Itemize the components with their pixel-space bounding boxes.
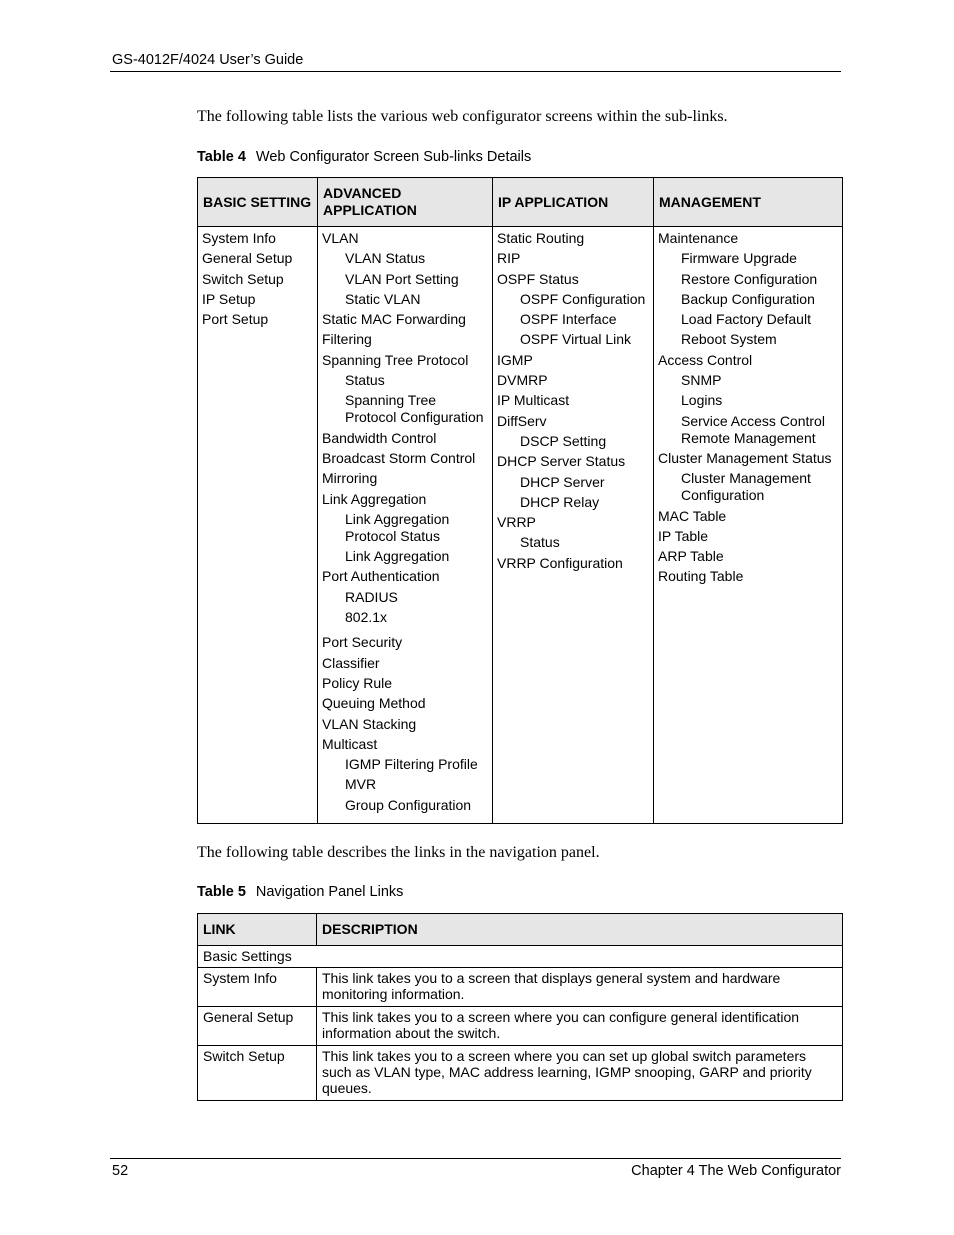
link-item: VRRP [497, 514, 536, 531]
link-name: System Info [198, 968, 317, 1007]
link-item: DiffServ [497, 412, 547, 429]
table-row [198, 968, 843, 1007]
table-row [198, 1046, 843, 1101]
sub-link-item: Status [520, 534, 560, 551]
link-item: VLAN [322, 230, 359, 246]
column-header-advanced-application: ADVANCED APPLICATION [318, 178, 493, 227]
sub-link-item: OSPF Configuration [520, 290, 646, 307]
column-header-ip-application: IP APPLICATION [493, 178, 654, 227]
link-name: General Setup [198, 1007, 317, 1046]
column-header-link: LINK [198, 914, 317, 946]
sub-link-item: Spanning Tree Protocol Configuration [345, 392, 484, 426]
intro-paragraph: The following table lists the various web configurator screens within the sub-links. [197, 108, 728, 125]
table5-title: Navigation Panel Links [255, 884, 404, 900]
sub-link-item: Backup Configuration [681, 290, 815, 307]
table-row [198, 227, 843, 824]
sub-link-item: 802.1x [345, 609, 388, 626]
sub-link-item: Firmware Upgrade [681, 250, 797, 267]
link-item: System Info [202, 230, 276, 246]
sub-link-item: Cluster Management Configuration [681, 470, 811, 504]
link-item: Cluster Management Status [658, 449, 832, 466]
intro-paragraph-2: The following table describes the links in the navigation panel. [197, 844, 600, 861]
table-header-row [198, 178, 843, 227]
link-item: Mirroring [322, 470, 378, 487]
sub-link-item: OSPF Interface [520, 311, 617, 328]
table5-label: Table 5 [197, 884, 246, 900]
link-item: Routing Table [658, 568, 744, 585]
link-item: Access Control [658, 351, 753, 368]
running-header: GS-4012F/4024 User’s Guide [112, 52, 304, 68]
link-item: Switch Setup [202, 270, 284, 287]
link-item: RIP [497, 250, 521, 267]
sub-link-item: DSCP Setting [520, 432, 607, 449]
link-item: Static Routing [497, 230, 585, 246]
link-item: Static MAC Forwarding [322, 311, 466, 328]
section-label: Basic Settings [198, 946, 843, 968]
column-header-description: DESCRIPTION [317, 914, 843, 946]
link-item: IGMP [497, 351, 533, 368]
link-item: MAC Table [658, 507, 727, 524]
link-item: Port Setup [202, 311, 269, 328]
link-item: Link Aggregation [322, 490, 427, 507]
sub-link-item: Link Aggregation [345, 548, 450, 565]
basic-setting-list [198, 227, 318, 824]
link-item: Maintenance [658, 230, 739, 246]
link-item: Bandwidth Control [322, 429, 437, 446]
link-item: DVMRP [497, 372, 548, 389]
table-row [198, 1007, 843, 1046]
sub-link-item: SNMP [681, 372, 722, 389]
footer-rule [110, 1158, 841, 1159]
navigation-links-table [197, 913, 843, 1101]
link-item: Broadcast Storm Control [322, 449, 476, 466]
sub-link-item: Status [345, 372, 385, 389]
sub-link-item: DHCP Relay [520, 493, 600, 510]
sub-link-item: Link Aggregation Protocol Status [345, 510, 450, 544]
table4-label: Table 4 [197, 149, 246, 165]
sub-link-item: VLAN Status [345, 250, 426, 267]
link-item: OSPF Status [497, 270, 579, 287]
column-header-management: MANAGEMENT [654, 178, 843, 227]
sub-link-item: Group Configuration [345, 796, 472, 813]
link-item: DHCP Server Status [497, 453, 626, 470]
section-row [198, 946, 843, 968]
link-item: Queuing Method [322, 695, 426, 712]
link-item: IP Setup [202, 290, 256, 307]
sub-link-item: VLAN Port Setting [345, 270, 459, 287]
sub-link-item: Static VLAN [345, 290, 421, 307]
link-description: This link takes you to a screen that displays general system and hardware monitoring information. [317, 968, 843, 1007]
link-name: Switch Setup [198, 1046, 317, 1101]
link-item: IP Multicast [497, 392, 570, 409]
table4-title: Web Configurator Screen Sub-links Details [255, 149, 532, 165]
link-item: Multicast [322, 735, 378, 752]
sub-link-item: Reboot System [681, 331, 777, 348]
link-description: This link takes you to a screen where you can set up global switch parameters such as VLAN type, MAC address learning, IGMP snooping, GARP and priority queues. [317, 1046, 843, 1101]
table-header-row [198, 914, 843, 946]
link-item: Classifier [322, 654, 380, 671]
sub-link-item: Restore Configuration [681, 270, 818, 287]
sublinks-table [197, 177, 843, 824]
sub-link-item: Service Access Control Remote Management [681, 412, 825, 446]
sub-link-item: RADIUS [345, 588, 398, 605]
link-item: VLAN Stacking [322, 715, 417, 732]
page-number: 52 [112, 1163, 129, 1179]
link-item: Spanning Tree Protocol [322, 351, 469, 368]
link-description: This link takes you to a screen where you can configure general identification information about the switch. [317, 1007, 843, 1046]
link-item: ARP Table [658, 548, 724, 565]
chapter-title: Chapter 4 The Web Configurator [631, 1163, 841, 1179]
link-item: General Setup [202, 250, 293, 267]
sub-link-item: OSPF Virtual Link [520, 331, 632, 348]
link-item: Port Authentication [322, 568, 440, 585]
ip-application-list [493, 227, 654, 824]
column-header-basic-setting: BASIC SETTING [198, 178, 318, 227]
link-item: VRRP Configuration [497, 554, 623, 571]
management-list [654, 227, 843, 824]
table5-caption [197, 884, 403, 900]
header-rule [110, 71, 841, 72]
sub-link-item: MVR [345, 776, 377, 793]
table4-caption [197, 149, 531, 165]
link-item: IP Table [658, 527, 709, 544]
sub-link-item: Load Factory Default [681, 311, 811, 328]
link-item: Policy Rule [322, 674, 393, 691]
advanced-application-list [318, 227, 493, 824]
link-item: Filtering [322, 331, 372, 348]
link-item: Port Security [322, 634, 403, 651]
sub-link-item: IGMP Filtering Profile [345, 756, 478, 773]
sub-link-item: Logins [681, 392, 723, 409]
sub-link-item: DHCP Server [520, 473, 605, 490]
